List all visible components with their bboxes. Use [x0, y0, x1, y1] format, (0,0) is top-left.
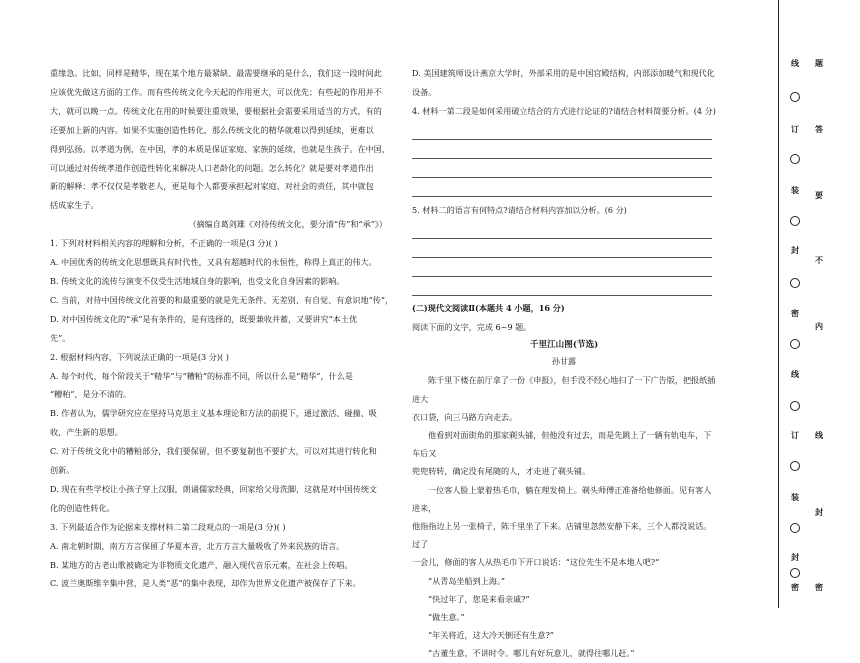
binding-hole-icon: [790, 461, 800, 471]
binding-label: 订: [791, 124, 799, 134]
question-3: [50, 518, 395, 594]
story-line: 一会儿，修面的客人从热毛巾下开口说话：“这位先生不是本地人吧?”: [412, 557, 660, 568]
section-instruction: 阅读下面的文字，完成 6~9 题。: [412, 321, 532, 332]
option-b-continued: 收，产生新的思想。: [50, 427, 123, 438]
answer-line[interactable]: [412, 277, 712, 296]
answer-line[interactable]: [412, 258, 712, 277]
story-line: 衣口袋，向三马路方向走去。: [412, 411, 518, 422]
binding-hole-icon: [790, 568, 800, 578]
passage-line: 还要加上新的内容。如果不实施创造性转化，那么传统文化的精华就难以得到延续，更难以: [50, 124, 374, 135]
story-dialogue: “从青岛坐船到上海。”: [428, 575, 506, 586]
binding-hole-icon: [790, 216, 800, 226]
binding-label: 订: [791, 430, 799, 440]
answer-line[interactable]: [412, 140, 712, 159]
option-c-continued: 创新。: [50, 465, 75, 476]
passage-line: 大，就可以晚一点。传统文化在用的时候要注重效果，要根据社会需要采用适当的方式，有的: [50, 105, 382, 116]
source-citation: （摘编自葛剑雄《对待传统文化，要分清“传”和“承”》）: [188, 219, 387, 230]
option-a: A. 每个时代、每个阶段关于“精华”与“糟粕”的标准不同，所以什么是“精华”，什么是: [50, 370, 353, 381]
question-stem: 1. 下列对材料相关内容的理解和分析，不正确的一项是(3 分)( ): [50, 238, 278, 249]
option-c: C. 当前，对待中国传统文化首要的和最重要的就是先无条件、无差别、有自觉、有意识地“传”，: [50, 294, 394, 305]
binding-label: 封: [791, 245, 799, 255]
passage-line: 括成家生子。: [50, 200, 99, 211]
binding-hole-icon: [790, 339, 800, 349]
option-c: C. 波兰奥斯维辛集中营，是人类“恶”的集中表现，却作为世界文化遗产被保存了下来。: [50, 578, 361, 589]
answer-line[interactable]: [412, 220, 712, 239]
binding-hole-icon: [790, 523, 800, 533]
binding-label: 线: [791, 58, 799, 68]
option-d-continued: 先”。: [50, 332, 71, 343]
binding-label: 线: [791, 369, 799, 379]
option-d: D. 现在有些学校让小孩子穿上汉服，朗诵儒家经典，回家给父母洗脚，这就是对中国传统文: [50, 483, 378, 494]
answer-line[interactable]: [412, 121, 712, 140]
binding-label: 线: [815, 430, 823, 440]
binding-label: 内: [815, 321, 823, 331]
section-heading: (二)现代文阅读Ⅱ(本题共 4 小题，16 分): [412, 302, 565, 313]
binding-label: 装: [791, 492, 799, 502]
binding-line: [778, 0, 779, 608]
binding-hole-icon: [790, 154, 800, 164]
passage-line: 应该优先做这方面的工作。而有些传统文化今天起的作用更大，可以优先；有些起的作用并不: [50, 86, 382, 97]
binding-label: 密: [791, 308, 799, 318]
option-b: B. 作者认为，儒学研究应在坚持马克思主义基本理论和方法的前提下，通过激活、碰撞、吸: [50, 408, 377, 419]
option-d: D. 对中国传统文化的“承”是有条件的，是有选择的，既要兼收并蓄，又要讲究“本土优: [50, 313, 358, 324]
option-a: A. 南北朝时期，南方方言保留了华夏本音，北方方言大量吸收了外来民族的语言。: [50, 540, 345, 551]
answer-line[interactable]: [412, 178, 712, 197]
question-stem: 2. 根据材料内容，下列说法正确的一项是(3 分)( ): [50, 351, 229, 362]
story-dialogue: “年关将近，这大冷天倒还有生意?”: [428, 630, 554, 641]
option-a: A. 中国优秀的传统文化思想既具有时代性，又具有超越时代的永恒性，称得上真正的伟大。: [50, 257, 377, 268]
story-line: 他指指边上另一张椅子，陈千里坐了下来。店铺里忽然安静下来，三个人都没说话。过了: [412, 521, 712, 550]
question-5-stem: 5. 材料二的语言有何特点?请结合材料内容加以分析。(6 分): [412, 204, 627, 215]
story-title: 千里江山图(节选): [529, 340, 599, 351]
story-text: [412, 371, 716, 662]
binding-label: 装: [791, 185, 799, 195]
question-4-stem: 4. 材料一第二段是如何采用破立结合的方式进行论证的?请结合材料简要分析。(4 分): [412, 105, 716, 116]
binding-hole-icon: [790, 278, 800, 288]
binding-label: 题: [815, 58, 823, 68]
story-line: 陈千里下楼在前厅拿了一份《申报》，但手没不经心地扫了一下广告版，把报纸插进大: [412, 375, 716, 404]
story-line: 一位客人脸上蒙着热毛巾，躺在理发椅上。剃头师傅正准备给他修面。见有客人进来，: [412, 484, 712, 513]
binding-label: 密: [815, 582, 823, 592]
binding-label: 答: [815, 124, 823, 134]
question-2: [50, 348, 395, 518]
binding-label: 封: [791, 552, 799, 562]
story-line: 兜兜转转，确定没有尾随的人，才走进了剃头铺。: [412, 466, 591, 477]
left-column: [50, 64, 395, 593]
right-column: [412, 64, 716, 663]
story-dialogue: “快过年了，您是来看亲戚?”: [428, 593, 530, 604]
binding-hole-icon: [790, 401, 800, 411]
binding-label: 封: [815, 507, 823, 517]
story-dialogue: “古董生意，不讲时令。哪儿有好玩意儿，就得往哪儿赶。”: [428, 648, 635, 659]
binding-hole-icon: [790, 92, 800, 102]
binding-label: 要: [815, 190, 823, 200]
option-b: B. 某地方的古老山歌被确定为非物质文化遗产，融入现代音乐元素，在社会上传唱。: [50, 559, 353, 570]
passage-text: [50, 64, 395, 215]
option-d-continued: 化的创造性转化。: [50, 502, 115, 513]
story-dialogue: “做生意。”: [428, 612, 465, 623]
q3-option-d: D. 美国建筑师设计燕京大学时，外部采用的是中国宫殿结构，内部添加暖气和现代化设备。: [412, 68, 715, 97]
option-a-continued: “糟粕”，是分不清的。: [50, 389, 132, 400]
binding-label: 不: [815, 255, 823, 265]
passage-line: 得到弘扬。以孝道为例，在中国，孝的本质是保证家庭、家族的延续，也就是生孩子。在中国，: [50, 143, 390, 154]
answer-area-q4[interactable]: [412, 121, 716, 197]
question-stem: 3. 下列最适合作为论据来支撑材料二第二段观点的一项是(3 分)( ): [50, 521, 286, 532]
passage-line: 重缘急。比如，同样是精华，现在某个地方最紧缺、最需要继承的是什么，我们这一段时间此: [50, 68, 382, 78]
answer-line[interactable]: [412, 159, 712, 178]
story-line: 他看到对面街角的那家剃头铺，但他没有过去，而是先跳上了一辆有轨电车，下车后又: [412, 430, 712, 459]
option-c: C. 对于传统文化中的糟粕部分，我们要保留，但不要复制也不要扩大，可以对其进行转化和: [50, 446, 377, 457]
answer-line[interactable]: [412, 239, 712, 258]
story-author: 孙甘露: [551, 356, 577, 367]
option-b: B. 传统文化的流传与演变不仅受生活地域自身的影响，也受文化自身因素的影响。: [50, 275, 345, 286]
question-1: [50, 234, 395, 347]
binding-label: 密: [791, 582, 799, 592]
passage-line: 新的解释：孝不仅仅是孝敬老人，更是每个人都要承担起对家庭、对社会的责任，其中就包: [50, 181, 374, 192]
passage-line: 可以通过对传统孝道作创造性转化来解决人口老龄化的问题。怎么转化？就是要对孝道作出: [50, 162, 374, 173]
answer-area-q5[interactable]: [412, 220, 716, 296]
